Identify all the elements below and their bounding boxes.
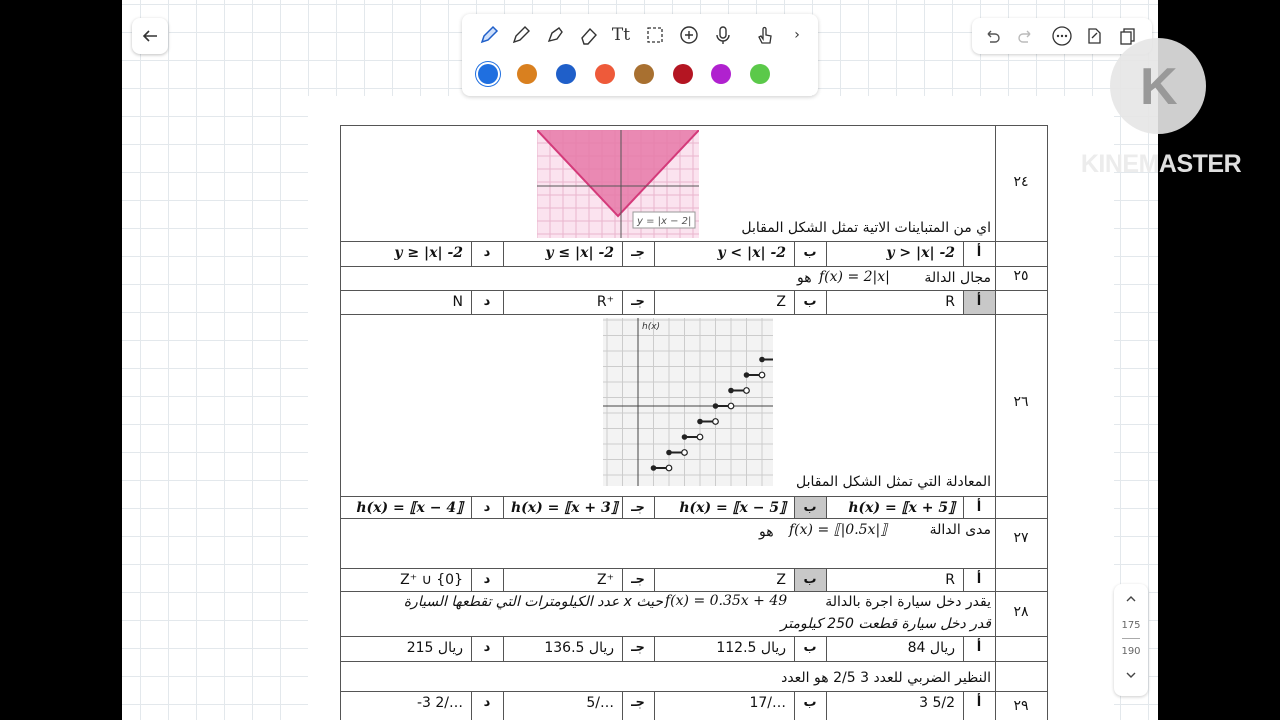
worksheet-table [340,125,1048,720]
option-letter[interactable]: جـ [631,572,645,587]
pen-icon[interactable] [476,22,502,48]
question-prompt: مجال الدالة [924,270,991,286]
option-text[interactable]: R⁺ [596,294,614,310]
closed-endpoint [744,372,750,378]
kinemaster-watermark [1072,36,1250,186]
closed-endpoint [713,403,719,409]
color-swatch[interactable] [634,64,654,84]
option-letter[interactable]: د [483,572,491,587]
option-letter[interactable]: ب [803,294,817,309]
option-text[interactable]: R [945,294,955,310]
option-letter[interactable]: ب [803,500,817,515]
question-prompt: قدر دخل سيارة قطعت 250 كيلومتر [780,616,991,632]
pencil-icon[interactable] [508,22,534,48]
option-letter[interactable]: د [483,500,491,515]
row-divider [341,496,1047,497]
redo-icon[interactable] [1014,24,1038,48]
option-letter[interactable]: ب [803,572,817,587]
option-cell-divider [826,496,827,518]
option-letter[interactable]: د [483,640,491,655]
option-text[interactable]: R [945,572,955,588]
option-letter[interactable]: أ [976,640,982,655]
question-prompt: حيث x عدد الكيلومترات التي تقطعها السيارة [403,594,663,610]
highlighter-icon[interactable] [542,22,568,48]
color-swatch[interactable] [673,64,693,84]
question-suffix: هو [759,524,774,540]
option-text[interactable]: Z [776,572,786,588]
option-text[interactable]: Z⁺ [597,572,614,588]
closed-endpoint [682,434,688,440]
closed-endpoint [728,388,734,394]
question-number: ٢٩ [1013,698,1029,714]
option-cell-divider [826,691,827,720]
option-cell-divider [503,241,504,266]
option-letter[interactable]: أ [976,294,982,309]
option-text[interactable]: h(x) = ⟦x − 5⟧ [679,500,786,516]
graph-label: y = |x − 2| [637,216,692,227]
notebook-page [122,0,1158,720]
option-text[interactable]: y > |x| -2 [886,245,955,261]
option-text[interactable]: 17/… [749,695,786,711]
question-prompt: يقدر دخل سيارة اجرة بالدالة [825,594,991,610]
undo-icon[interactable] [980,24,1004,48]
open-endpoint [728,403,734,409]
page-divider [1122,638,1140,639]
option-text[interactable]: Z [776,294,786,310]
number-column-divider [995,126,996,720]
page-up-button[interactable] [1114,592,1148,610]
closed-endpoint [666,450,672,456]
row-divider [341,314,1047,315]
question-number: ٢٦ [1013,394,1029,410]
question-number: ٢٨ [1013,604,1029,620]
option-text[interactable]: N [452,294,463,310]
option-letter[interactable]: جـ [631,245,645,260]
touch-icon[interactable] [752,22,778,48]
option-letter[interactable]: جـ [631,695,645,710]
current-page: 175 [1121,620,1141,631]
question-prompt: اي من المتباينات الاتية تمثل الشكل المقابل [741,220,991,236]
row-divider [341,661,1047,662]
row-divider [341,691,1047,692]
page-navigator [1114,584,1148,696]
option-text[interactable]: 136.5 ريال [544,640,614,656]
chevron-right-icon[interactable]: › [794,27,800,43]
option-letter[interactable]: جـ [631,500,645,515]
drawing-toolbar [462,14,818,96]
option-cell-divider [654,568,655,591]
row-divider [341,568,1047,569]
color-swatch[interactable] [478,64,498,84]
option-cell-divider [826,241,827,266]
option-cell-divider [826,636,827,661]
question-prompt: النظير الضربي للعدد 3 2/5 هو العدد [781,670,991,686]
option-text[interactable]: 215 ريال [406,640,463,656]
step-function-graph [603,318,773,486]
option-cell-divider [654,241,655,266]
option-cell-divider [503,636,504,661]
option-cell-divider [826,568,827,591]
closed-endpoint [697,419,703,425]
question-number: ٢٤ [1013,174,1029,190]
color-swatch[interactable] [556,64,576,84]
question-prompt: المعادلة التي تمثل الشكل المقابل [795,474,991,490]
option-cell-divider [503,290,504,314]
question-number: ٢٧ [1013,530,1029,546]
open-endpoint [682,450,688,456]
option-text[interactable]: y ≥ |x| -2 [394,245,463,261]
option-text[interactable]: y < |x| -2 [717,245,786,261]
svg-text:K: K [1140,58,1178,116]
option-letter[interactable]: أ [976,500,982,515]
option-text[interactable]: 84 ريال [907,640,955,656]
option-cell-divider [826,290,827,314]
option-text[interactable]: 112.5 ريال [716,640,786,656]
option-text[interactable]: 3 5/2 [919,695,955,711]
option-letter[interactable]: د [483,245,491,260]
add-icon[interactable] [676,22,702,48]
graph-label: h(x) [642,322,661,332]
option-cell-divider [503,496,504,518]
row-divider [341,636,1047,637]
option-letter[interactable]: أ [976,572,982,587]
microphone-icon[interactable] [710,22,736,48]
option-text[interactable]: h(x) = ⟦x + 3⟧ [511,500,618,516]
option-letter[interactable]: ب [803,640,817,655]
function-formula: f(x) = 0.35x + 49 [665,593,788,609]
option-cell-divider [503,568,504,591]
option-cell-divider [654,496,655,518]
option-cell-divider [654,636,655,661]
page-down-button[interactable] [1114,668,1148,686]
option-text[interactable]: Z⁺ ∪ {0} [400,572,463,588]
inequality-graph [537,130,699,238]
open-endpoint [713,419,719,425]
option-letter[interactable]: ب [803,695,817,710]
color-swatch[interactable] [595,64,615,84]
back-button[interactable] [132,18,168,54]
option-text[interactable]: h(x) = ⟦x − 4⟧ [356,500,463,516]
color-swatch[interactable] [750,64,770,84]
row-divider [341,518,1047,519]
function-formula: f(x) = ⟦|0.5x|⟧ [789,522,888,538]
option-cell-divider [654,290,655,314]
color-swatch[interactable] [711,64,731,84]
option-text[interactable]: h(x) = ⟦x + 5⟧ [848,500,955,516]
question-prompt: مدى الدالة [929,522,991,538]
lasso-icon[interactable] [642,22,668,48]
option-letter[interactable]: د [483,695,491,710]
arrow-left-icon [141,27,159,45]
closed-endpoint [759,357,765,363]
option-letter[interactable]: جـ [631,294,645,309]
row-divider [341,591,1047,592]
row-divider [341,241,1047,242]
row-divider [341,290,1047,291]
open-endpoint [744,388,750,394]
kinemaster-brand: KINEMASTER [1080,150,1242,178]
option-text[interactable]: y ≤ |x| -2 [545,245,614,261]
closed-endpoint [651,465,657,471]
text-tool-icon[interactable]: Tt [611,25,631,45]
total-pages: 190 [1121,646,1141,657]
open-endpoint [759,372,765,378]
option-text[interactable]: 5/… [586,695,614,711]
function-formula: f(x) = 2|x| [819,269,890,285]
open-endpoint [666,465,672,471]
color-swatch[interactable] [517,64,537,84]
option-letter[interactable]: جـ [631,640,645,655]
option-letter[interactable]: أ [976,695,982,710]
open-endpoint [697,434,703,440]
option-letter[interactable]: ب [803,245,817,260]
row-divider [341,266,1047,267]
option-cell-divider [503,691,504,720]
option-cell-divider [654,691,655,720]
eraser-icon[interactable] [576,22,602,48]
kinemaster-logo-icon [1110,38,1206,134]
option-letter[interactable]: د [483,294,491,309]
question-number: ٢٥ [1013,268,1029,284]
question-suffix: هو [797,270,812,286]
option-letter[interactable]: أ [976,245,982,260]
graph-background [603,318,773,486]
more-options-icon[interactable] [1050,24,1074,48]
option-text[interactable]: -3 2/… [416,695,463,711]
